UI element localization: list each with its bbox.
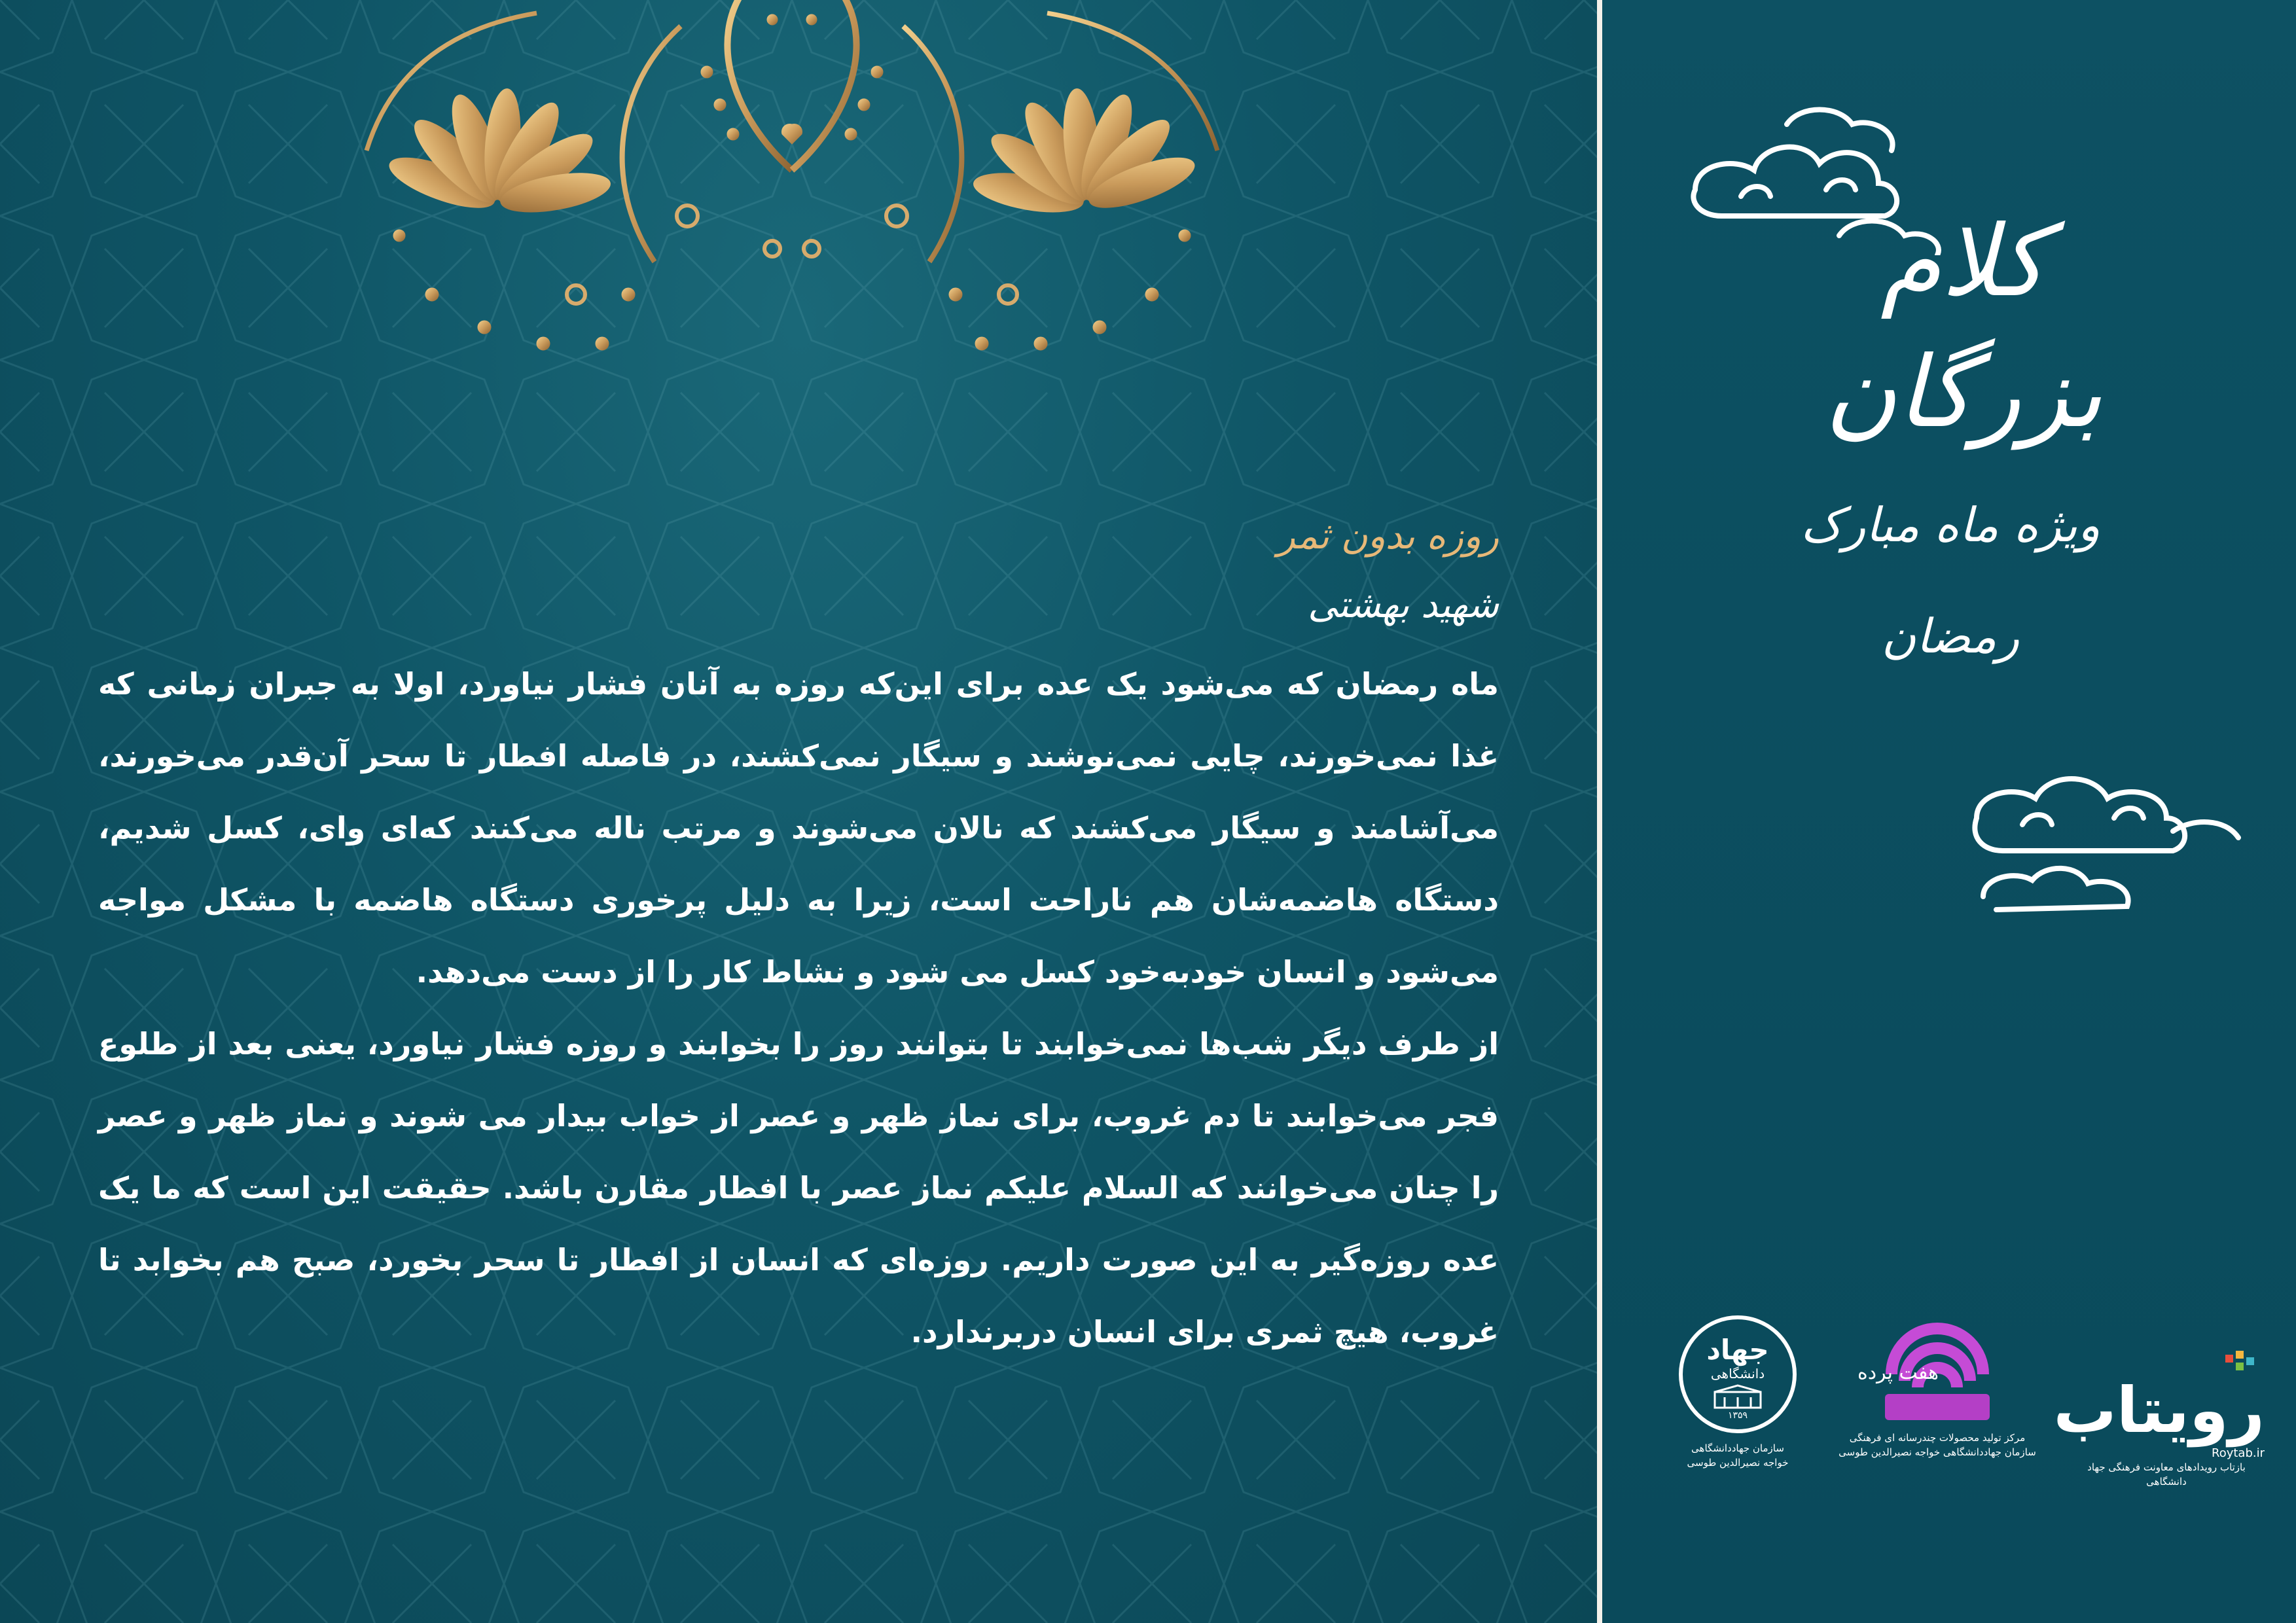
cloud-ornament-bottom	[1957, 746, 2245, 929]
roytab-url: Roytab.ir	[2212, 1446, 2265, 1460]
poster-subtitle-line1: ویژه ماه مبارک	[1801, 497, 2100, 552]
poster-subtitle-line2: رمضان	[1881, 609, 2020, 664]
jahad-logo	[1656, 1315, 1820, 1470]
haftpardeh-logo	[1833, 1302, 2042, 1459]
building-icon	[1712, 1384, 1764, 1410]
panel-divider	[1597, 0, 1602, 1623]
gold-mandala-ornament	[236, 0, 1348, 406]
article-author: شهید بهشتی	[1308, 584, 1499, 626]
jahad-sub: دانشگاهی	[1710, 1366, 1765, 1382]
jahad-caption-line1: سازمان جهاددانشگاهی	[1691, 1442, 1784, 1454]
article	[98, 504, 1499, 1368]
haftpardeh-caption-line1: مرکز تولید محصولات چندرسانه ای فرهنگی	[1849, 1432, 2026, 1444]
jahad-name: جهاد	[1706, 1334, 1769, 1366]
haftpardeh-caption-line2: سازمان جهاددانشگاهی خواجه نصیرالدین طوسی	[1839, 1446, 2036, 1458]
jahad-emblem	[1679, 1315, 1797, 1433]
haftpardeh-name: هفت پرده	[1857, 1361, 1939, 1384]
roytab-logo	[2053, 1348, 2265, 1489]
roytab-caption: بازتاب رویدادهای معاونت فرهنگی جهاد دانشگاهی	[2087, 1461, 2246, 1488]
article-paragraph: از طرف دیگر شب‌ها نمی‌خوابند تا بتوانند روز را بخوابند و روزه فشار نیاورد، یعنی بعد از طلوع فجر می‌خوابند تا دم غروب، برای نماز ظهر و عصر از خواب بیدار می شوند و نماز ظهر و عصر را چنان می‌خوانند که السلام علیکم نماز عصر با افطار مقارن باشد. حقیقت این است که ما یک عده روزه‌گیر به این صورت داریم. روزه‌ای که انسان از افطار تا سحر بخورد، صبح هم بخوابد تا غروب، هیچ ثمری برای انسان دربرندارد.	[98, 1026, 1499, 1349]
jahad-year: ۱۳۵۹	[1727, 1410, 1748, 1421]
roytab-name: رویتاب	[2053, 1374, 2265, 1447]
poster-title: کلام بزرگان	[1824, 205, 2103, 450]
article-heading: روزه بدون ثمر	[1277, 515, 1499, 558]
roytab-mark-icon	[2225, 1348, 2265, 1374]
jahad-caption-line2: خواجه نصیرالدین طوسی	[1687, 1457, 1789, 1469]
article-paragraph: ماه رمضان که می‌شود یک عده برای این‌که روزه به آنان فشار نیاورد، اولا به جبران زمانی که غذا نمی‌خورند، چایی نمی‌نوشند و سیگار نمی‌کشند، در فاصله افطار تا سحر آن‌قدر می‌خورند، می‌آشامند و سیگار می‌کشند که نالان می‌شوند و مرتب ناله می‌کنند که‌ای وای، کسل شدیم، دستگاه هاضمه‌شان هم ناراحت است، زیرا به دلیل پرخوری دستگاه هاضمه با مشکل مواجه می‌شود و انسان خودبه‌خود کسل می شود و نشاط کار را از دست می‌دهد.	[98, 666, 1499, 990]
